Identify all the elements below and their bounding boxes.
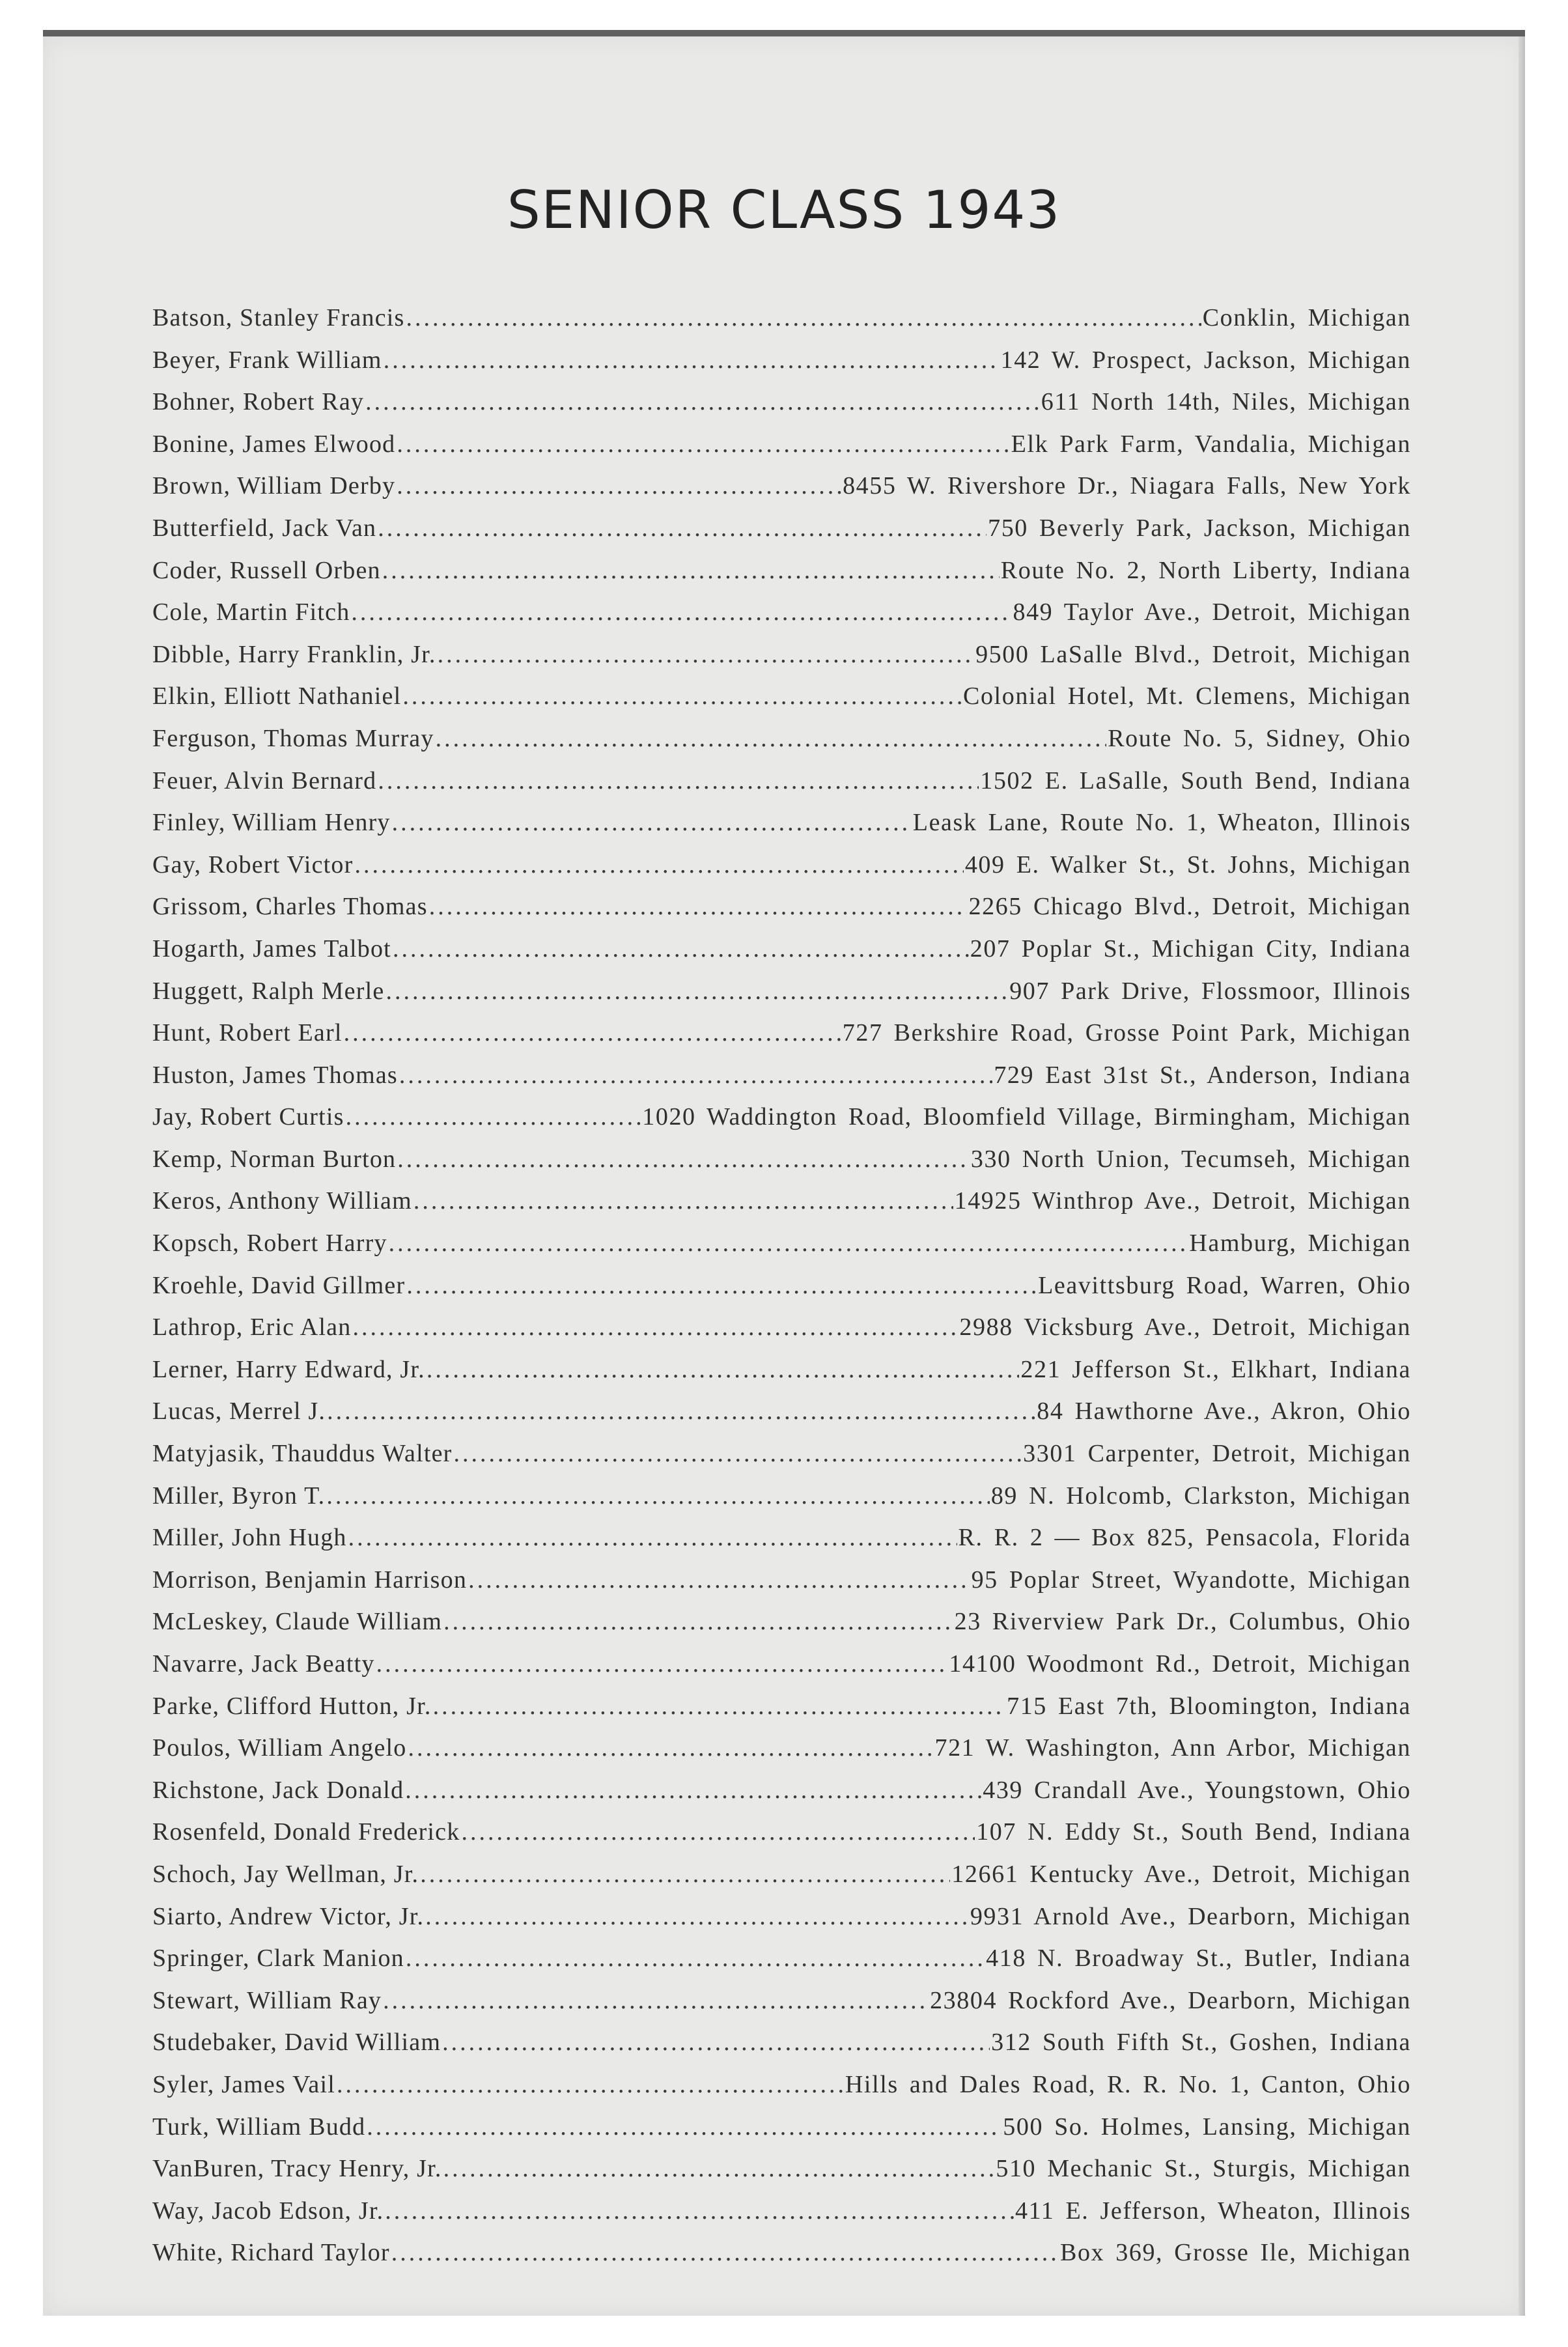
student-address: Hills and Dales Road, R. R. No. 1, Canton, Ohio (845, 2070, 1411, 2098)
roster-entry (152, 1096, 1411, 1138)
student-name: Hunt, Robert Earl (152, 1019, 343, 1047)
roster-entry (152, 1769, 1411, 1812)
roster-entry (152, 970, 1411, 1013)
dot-leader (397, 423, 1009, 466)
student-name: Ferguson, Thomas Murray (152, 724, 434, 752)
student-address: 9931 Arnold Ave., Dearborn, Michigan (970, 1902, 1411, 1930)
student-name: Siarto, Andrew Victor, Jr. (152, 1902, 425, 1930)
dot-leader (344, 1012, 841, 1054)
roster-entry (152, 1980, 1411, 2022)
roster-entry (152, 1643, 1411, 1685)
student-address: 95 Poplar Street, Wyandotte, Michigan (971, 1566, 1411, 1594)
student-name: Springer, Clark Manion (152, 1945, 404, 1973)
student-address: 312 South Fifth St., Goshen, Indiana (991, 2029, 1411, 2057)
student-name: Huggett, Ralph Merle (152, 977, 385, 1005)
student-name: Kroehle, David Gillmer (152, 1271, 406, 1299)
dot-leader (327, 1390, 1035, 1433)
roster-entry (152, 1390, 1411, 1433)
student-name: McLeskey, Claude William (152, 1608, 443, 1636)
roster-entry (152, 297, 1411, 339)
student-address: Leavittsburg Road, Warren, Ohio (1038, 1271, 1411, 1299)
student-address: 89 N. Holcomb, Clarkston, Michigan (990, 1482, 1411, 1510)
dot-leader (385, 2190, 1014, 2232)
roster-entry (152, 2190, 1411, 2232)
roster-entry (152, 718, 1411, 760)
dot-leader (461, 1811, 975, 1853)
roster-entry (152, 550, 1411, 592)
dot-leader (433, 1685, 1006, 1728)
roster-entry (152, 465, 1411, 507)
student-name: Rosenfeld, Donald Frederick (152, 1818, 460, 1846)
roster-entry (152, 339, 1411, 382)
student-address: 221 Jefferson St., Elkhart, Indiana (1020, 1355, 1411, 1383)
dot-leader (405, 1769, 981, 1812)
student-address: 715 East 7th, Bloomington, Indiana (1007, 1692, 1411, 1720)
student-name: Syler, James Vail (152, 2070, 335, 2098)
roster-entry (152, 675, 1411, 718)
student-name: Batson, Stanley Francis (152, 304, 405, 331)
roster-entry (152, 1265, 1411, 1307)
student-address: Conklin, Michigan (1202, 304, 1411, 331)
dot-leader (408, 1727, 933, 1769)
student-name: Butterfield, Jack Van (152, 514, 377, 542)
student-name: Brown, William Derby (152, 472, 396, 500)
dot-leader (326, 1475, 989, 1517)
student-address: 849 Taylor Ave., Detroit, Michigan (1013, 598, 1411, 626)
roster-entry (152, 1811, 1411, 1853)
student-address: 727 Berkshire Road, Grosse Point Park, Michigan (842, 1019, 1411, 1047)
dot-leader (346, 1096, 641, 1138)
dot-leader (382, 550, 1000, 592)
student-name: White, Richard Taylor (152, 2239, 390, 2267)
student-address: Elk Park Farm, Vandalia, Michigan (1011, 430, 1411, 458)
student-name: Bonine, James Elwood (152, 430, 396, 458)
roster-entry (152, 423, 1411, 466)
dot-leader (376, 1643, 948, 1685)
roster-entry (152, 1012, 1411, 1054)
student-name: Grissom, Charles Thomas (152, 893, 428, 921)
student-name: Studebaker, David William (152, 2029, 441, 2057)
student-address: 510 Mechanic St., Sturgis, Michigan (996, 2155, 1411, 2183)
roster-entry (152, 844, 1411, 886)
dot-leader (420, 1853, 950, 1896)
dot-leader (385, 970, 1008, 1013)
student-name: Coder, Russell Orben (152, 556, 381, 584)
student-address: 750 Beverly Park, Jackson, Michigan (988, 514, 1411, 542)
roster-entry (152, 1138, 1411, 1181)
student-name: Poulos, William Angelo (152, 1734, 407, 1762)
roster-entry (152, 1727, 1411, 1769)
roster-entry (152, 1896, 1411, 1938)
yearbook-page (43, 30, 1525, 2316)
student-address: 611 North 14th, Niles, Michigan (1041, 388, 1411, 416)
dot-leader (337, 2064, 844, 2106)
student-address: 14925 Winthrop Ave., Detroit, Michigan (954, 1187, 1411, 1215)
dot-leader (406, 1265, 1037, 1307)
student-address: 207 Poplar St., Michigan City, Indiana (970, 935, 1411, 963)
senior-roster-list (152, 297, 1411, 2274)
student-address: 330 North Union, Tecumseh, Michigan (970, 1145, 1411, 1173)
dot-leader (468, 1559, 970, 1601)
student-address: 8455 W. Rivershore Dr., Niagara Falls, New York (843, 472, 1411, 500)
student-name: Matyjasik, Thauddus Walter (152, 1440, 453, 1468)
student-name: Stewart, William Ray (152, 1986, 382, 2014)
roster-entry (152, 1433, 1411, 1475)
student-name: Jay, Robert Curtis (152, 1103, 344, 1131)
dot-leader (442, 2021, 990, 2064)
roster-entry (152, 928, 1411, 970)
dot-leader (438, 634, 975, 676)
student-address: 3301 Carpenter, Detroit, Michigan (1023, 1440, 1411, 1468)
dot-leader (427, 1349, 1020, 1391)
student-name: Huston, James Thomas (152, 1061, 398, 1089)
student-address: 418 N. Broadway St., Butler, Indiana (986, 1945, 1411, 1973)
roster-entry (152, 1517, 1411, 1559)
student-address: R. R. 2 — Box 825, Pensacola, Florida (958, 1524, 1411, 1552)
student-address: Box 369, Grosse Ile, Michigan (1060, 2239, 1411, 2267)
roster-entry (152, 1475, 1411, 1517)
student-name: Lathrop, Eric Alan (152, 1314, 352, 1342)
roster-entry (152, 1685, 1411, 1728)
roster-entry (152, 507, 1411, 550)
student-name: Miller, John Hugh (152, 1524, 347, 1552)
dot-leader (392, 802, 912, 844)
student-address: 500 So. Holmes, Lansing, Michigan (1003, 2113, 1411, 2141)
student-name: Miller, Byron T. (152, 1482, 326, 1510)
roster-entry (152, 886, 1411, 928)
student-name: Turk, William Budd (152, 2113, 366, 2141)
student-name: Bohner, Robert Ray (152, 388, 365, 416)
roster-entry (152, 760, 1411, 802)
dot-leader (365, 381, 1040, 423)
student-name: Way, Jacob Edson, Jr. (152, 2197, 384, 2225)
student-name: Beyer, Frank William (152, 346, 382, 374)
dot-leader (348, 1517, 957, 1559)
dot-leader (443, 2148, 995, 2190)
student-address: 23804 Rockford Ave., Dearborn, Michigan (930, 1986, 1411, 2014)
roster-entry (152, 634, 1411, 676)
dot-leader (406, 297, 1201, 339)
roster-entry (152, 1853, 1411, 1896)
student-name: Elkin, Elliott Nathaniel (152, 682, 402, 710)
dot-leader (378, 507, 987, 550)
student-address: 439 Crandall Ave., Youngstown, Ohio (983, 1776, 1411, 1804)
dot-leader (391, 2232, 1059, 2274)
roster-entry (152, 1222, 1411, 1265)
student-address: 14100 Woodmont Rd., Detroit, Michigan (949, 1650, 1411, 1678)
roster-entry (152, 1180, 1411, 1222)
roster-entry (152, 802, 1411, 844)
dot-leader (351, 591, 1011, 634)
roster-entry (152, 1054, 1411, 1097)
student-address: 23 Riverview Park Dr., Columbus, Ohio (954, 1608, 1411, 1636)
student-name: VanBuren, Tracy Henry, Jr. (152, 2155, 442, 2183)
roster-entry (152, 2148, 1411, 2190)
student-name: Schoch, Jay Wellman, Jr. (152, 1860, 419, 1888)
roster-entry (152, 1306, 1411, 1349)
student-address: Leask Lane, Route No. 1, Wheaton, Illinois (912, 809, 1411, 837)
dot-leader (429, 886, 968, 928)
student-name: Kopsch, Robert Harry (152, 1230, 387, 1258)
page-title: SENIOR CLASS 1943 (507, 180, 1061, 240)
student-address: 1020 Waddington Road, Bloomfield Village, Birmingham, Michigan (642, 1103, 1411, 1131)
dot-leader (413, 1180, 953, 1222)
student-name: Lerner, Harry Edward, Jr. (152, 1355, 425, 1383)
student-name: Dibble, Harry Franklin, Jr. (152, 640, 436, 668)
student-address: 1502 E. LaSalle, South Bend, Indiana (980, 766, 1411, 794)
roster-entry (152, 1601, 1411, 1643)
student-name: Cole, Martin Fitch (152, 598, 350, 626)
student-address: Route No. 2, North Liberty, Indiana (1000, 556, 1411, 584)
student-name: Gay, Robert Victor (152, 850, 354, 878)
dot-leader (402, 675, 962, 718)
roster-entry (152, 2064, 1411, 2106)
student-name: Navarre, Jack Beatty (152, 1650, 375, 1678)
student-address: 9500 LaSalle Blvd., Detroit, Michigan (975, 640, 1411, 668)
student-name: Keros, Anthony William (152, 1187, 412, 1215)
roster-entry (152, 591, 1411, 634)
roster-entry (152, 1349, 1411, 1391)
roster-entry (152, 2232, 1411, 2274)
student-address: 107 N. Eddy St., South Bend, Indiana (976, 1818, 1411, 1846)
student-name: Hogarth, James Talbot (152, 935, 391, 963)
student-name: Richstone, Jack Donald (152, 1776, 404, 1804)
dot-leader (397, 465, 841, 507)
student-name: Morrison, Benjamin Harrison (152, 1566, 468, 1594)
dot-leader (389, 1222, 1188, 1265)
dot-leader (384, 339, 1000, 382)
dot-leader (383, 1980, 929, 2022)
dot-leader (425, 1896, 969, 1938)
student-name: Feuer, Alvin Bernard (152, 766, 377, 794)
student-address: Hamburg, Michigan (1189, 1230, 1411, 1258)
student-name: Lucas, Merrel J. (152, 1398, 326, 1426)
dot-leader (352, 1306, 958, 1349)
roster-entry (152, 2106, 1411, 2148)
student-address: 2265 Chicago Blvd., Detroit, Michigan (968, 893, 1411, 921)
roster-entry (152, 1559, 1411, 1601)
student-address: 729 East 31st St., Anderson, Indiana (994, 1061, 1411, 1089)
dot-leader (393, 928, 969, 970)
roster-entry (152, 1937, 1411, 1980)
roster-entry (152, 381, 1411, 423)
student-address: 907 Park Drive, Flossmoor, Illinois (1009, 977, 1411, 1005)
dot-leader (378, 760, 979, 802)
student-name: Kemp, Norman Burton (152, 1145, 397, 1173)
student-address: 84 Hawthorne Ave., Akron, Ohio (1037, 1398, 1411, 1426)
student-address: 411 E. Jefferson, Wheaton, Illinois (1015, 2197, 1411, 2225)
dot-leader (354, 844, 963, 886)
student-address: Colonial Hotel, Mt. Clemens, Michigan (963, 682, 1411, 710)
roster-entry (152, 2021, 1411, 2064)
student-address: Route No. 5, Sidney, Ohio (1108, 724, 1411, 752)
student-address: 142 W. Prospect, Jackson, Michigan (1000, 346, 1411, 374)
dot-leader (436, 718, 1107, 760)
student-address: 409 E. Walker St., St. Johns, Michigan (964, 850, 1411, 878)
student-name: Parke, Clifford Hutton, Jr. (152, 1692, 432, 1720)
dot-leader (399, 1054, 992, 1097)
dot-leader (443, 1601, 953, 1643)
dot-leader (406, 1937, 985, 1980)
dot-leader (367, 2106, 1001, 2148)
student-address: 721 W. Washington, Ann Arbor, Michigan (934, 1734, 1411, 1762)
dot-leader (397, 1138, 970, 1181)
student-address: 12661 Kentucky Ave., Detroit, Michigan (951, 1860, 1411, 1888)
student-address: 2988 Vicksburg Ave., Detroit, Michigan (959, 1314, 1411, 1342)
student-name: Finley, William Henry (152, 809, 391, 837)
dot-leader (454, 1433, 1022, 1475)
